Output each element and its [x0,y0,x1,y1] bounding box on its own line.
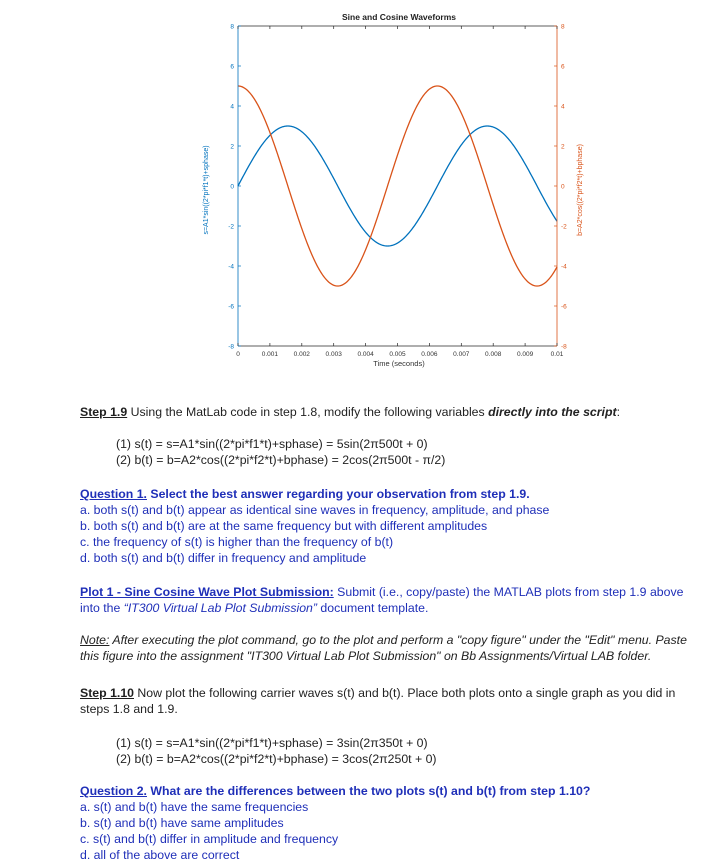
x-tick-label: 0.005 [389,351,406,358]
question-2-option-b[interactable]: b. s(t) and b(t) have same amplitudes [80,816,284,830]
question-2-option-a[interactable]: a. s(t) and b(t) have the same frequencies [80,800,309,814]
x-tick-label: 0.009 [516,351,534,358]
step-1-9-eq1: (1) s(t) = s=A1*sin((2*pi*f1*t)+sphase) = 5sin(2π500t + 0) [116,437,428,451]
x-tick-label: 0.006 [421,351,438,358]
plot-1-doc-name: “IT300 Virtual Lab Plot Submission” [123,601,317,615]
step-1-9-equations [80,436,710,468]
question-1-option-b[interactable]: b. both s(t) and b(t) are at the same frequency but with different amplitudes [80,519,488,533]
x-tick-label: 0.008 [485,351,502,358]
step-1-10-block [80,685,698,717]
note-text: After executing the plot command, go to the plot and perform a "copy figure" under the "Edit" menu. Paste this figure into the assignment "IT300 Virtual Lab Plot Submission" on Bb Assignments/Virtual LAB folder. [80,633,687,663]
step-1-9-end: : [616,405,620,419]
plot-1-block [80,584,698,616]
step-1-9-emphasis: directly into the script [488,405,617,419]
step-1-9-label: Step 1.9 [80,405,128,419]
y-tick-label-right: 6 [561,63,565,71]
question-2-label: Question 2. [80,784,147,798]
x-tick-label: 0.01 [550,351,564,358]
step-1-10-eq2: (2) b(t) = b=A2*cos((2*pi*f2*t)+bphase) = 3cos(2π250t + 0) [116,752,437,766]
y-tick-label-left: -4 [228,263,234,271]
note-block [80,632,702,664]
question-2-option-c[interactable]: c. s(t) and b(t) differ in amplitude and frequency [80,832,339,846]
plot-1-label: Plot 1 - Sine Cosine Wave Plot Submission: [80,585,334,599]
note-label: Note: [80,633,110,647]
series-line-s [238,126,557,246]
y-tick-label-right: 4 [561,103,565,111]
plot-1-text-b: document template. [316,601,429,615]
y-tick-label-left: 8 [230,23,234,31]
step-1-9-intro [80,404,710,420]
question-1-text: Select the best answer regarding your observation from step 1.9. [146,487,530,501]
x-tick-label: 0.004 [357,351,374,358]
y-axis-label-left: s=A1*sin((2*pi*f1*t)+sphase) [203,145,210,235]
series-line-b [238,86,557,286]
chart-title: Sine and Cosine Waveforms [342,12,456,22]
plot-1-text-a: Submit (i.e., copy/paste) the MATLAB plots from step 1.9 above into the [80,585,684,615]
x-axis-label: Time (seconds) [373,359,425,368]
y-tick-label-left: 2 [230,143,234,151]
step-1-10-equations [80,735,710,767]
question-1-title [80,486,710,502]
x-tick-label: 0 [236,351,240,358]
x-tick-label: 0.007 [453,351,470,358]
y-tick-label-right: -4 [561,263,567,271]
question-2-block [80,783,710,863]
x-tick-label: 0.001 [261,351,279,358]
y-tick-label-right: -2 [561,223,567,231]
step-1-9-eq2: (2) b(t) = b=A2*cos((2*pi*f2*t)+bphase) = 2cos(2π500t - π/2) [116,453,446,467]
y-tick-label-left: 6 [230,63,234,71]
y-tick-label-left: -2 [228,223,234,231]
question-1-option-c[interactable]: c. the frequency of s(t) is higher than the frequency of b(t) [80,535,394,549]
question-2-text: What are the differences between the two plots s(t) and b(t) from step 1.10? [146,784,591,798]
x-tick-label: 0.003 [325,351,342,358]
step-1-10-eq1: (1) s(t) = s=A1*sin((2*pi*f1*t)+sphase) = 3sin(2π350t + 0) [116,736,428,750]
y-tick-label-left: 0 [230,183,234,191]
y-tick-label-right: -6 [561,303,567,311]
question-2-option-d[interactable]: d. all of the above are correct [80,848,240,862]
y-tick-label-right: -8 [561,343,567,351]
y-tick-label-right: 0 [561,183,565,191]
y-axis-label-right: b=A2*cos((2*pi*f2*t)+bphase) [577,144,584,236]
question-1-block [80,486,710,566]
question-1-option-d[interactable]: d. both s(t) and b(t) differ in frequency and amplitude [80,551,367,565]
question-1-option-a[interactable]: a. both s(t) and b(t) appear as identical sine waves in frequency, amplitude, and phase [80,503,550,517]
step-1-10-text: Now plot the following carrier waves s(t) and b(t). Place both plots onto a single graph as you did in steps 1.8 and 1.9. [80,686,676,716]
y-tick-label-left: -6 [228,303,234,311]
x-tick-label: 0.002 [293,351,310,358]
step-1-9-text: Using the MatLab code in step 1.8, modify the following variables [127,405,489,419]
waveform-chart [195,8,595,376]
y-tick-label-right: 8 [561,23,565,31]
y-tick-label-left: 4 [230,103,234,111]
step-1-10-label: Step 1.10 [80,686,134,700]
step-1-9-block [80,404,710,420]
question-2-title [80,783,710,799]
question-1-label: Question 1. [80,487,147,501]
y-tick-label-right: 2 [561,143,565,151]
y-tick-label-left: -8 [228,343,234,351]
